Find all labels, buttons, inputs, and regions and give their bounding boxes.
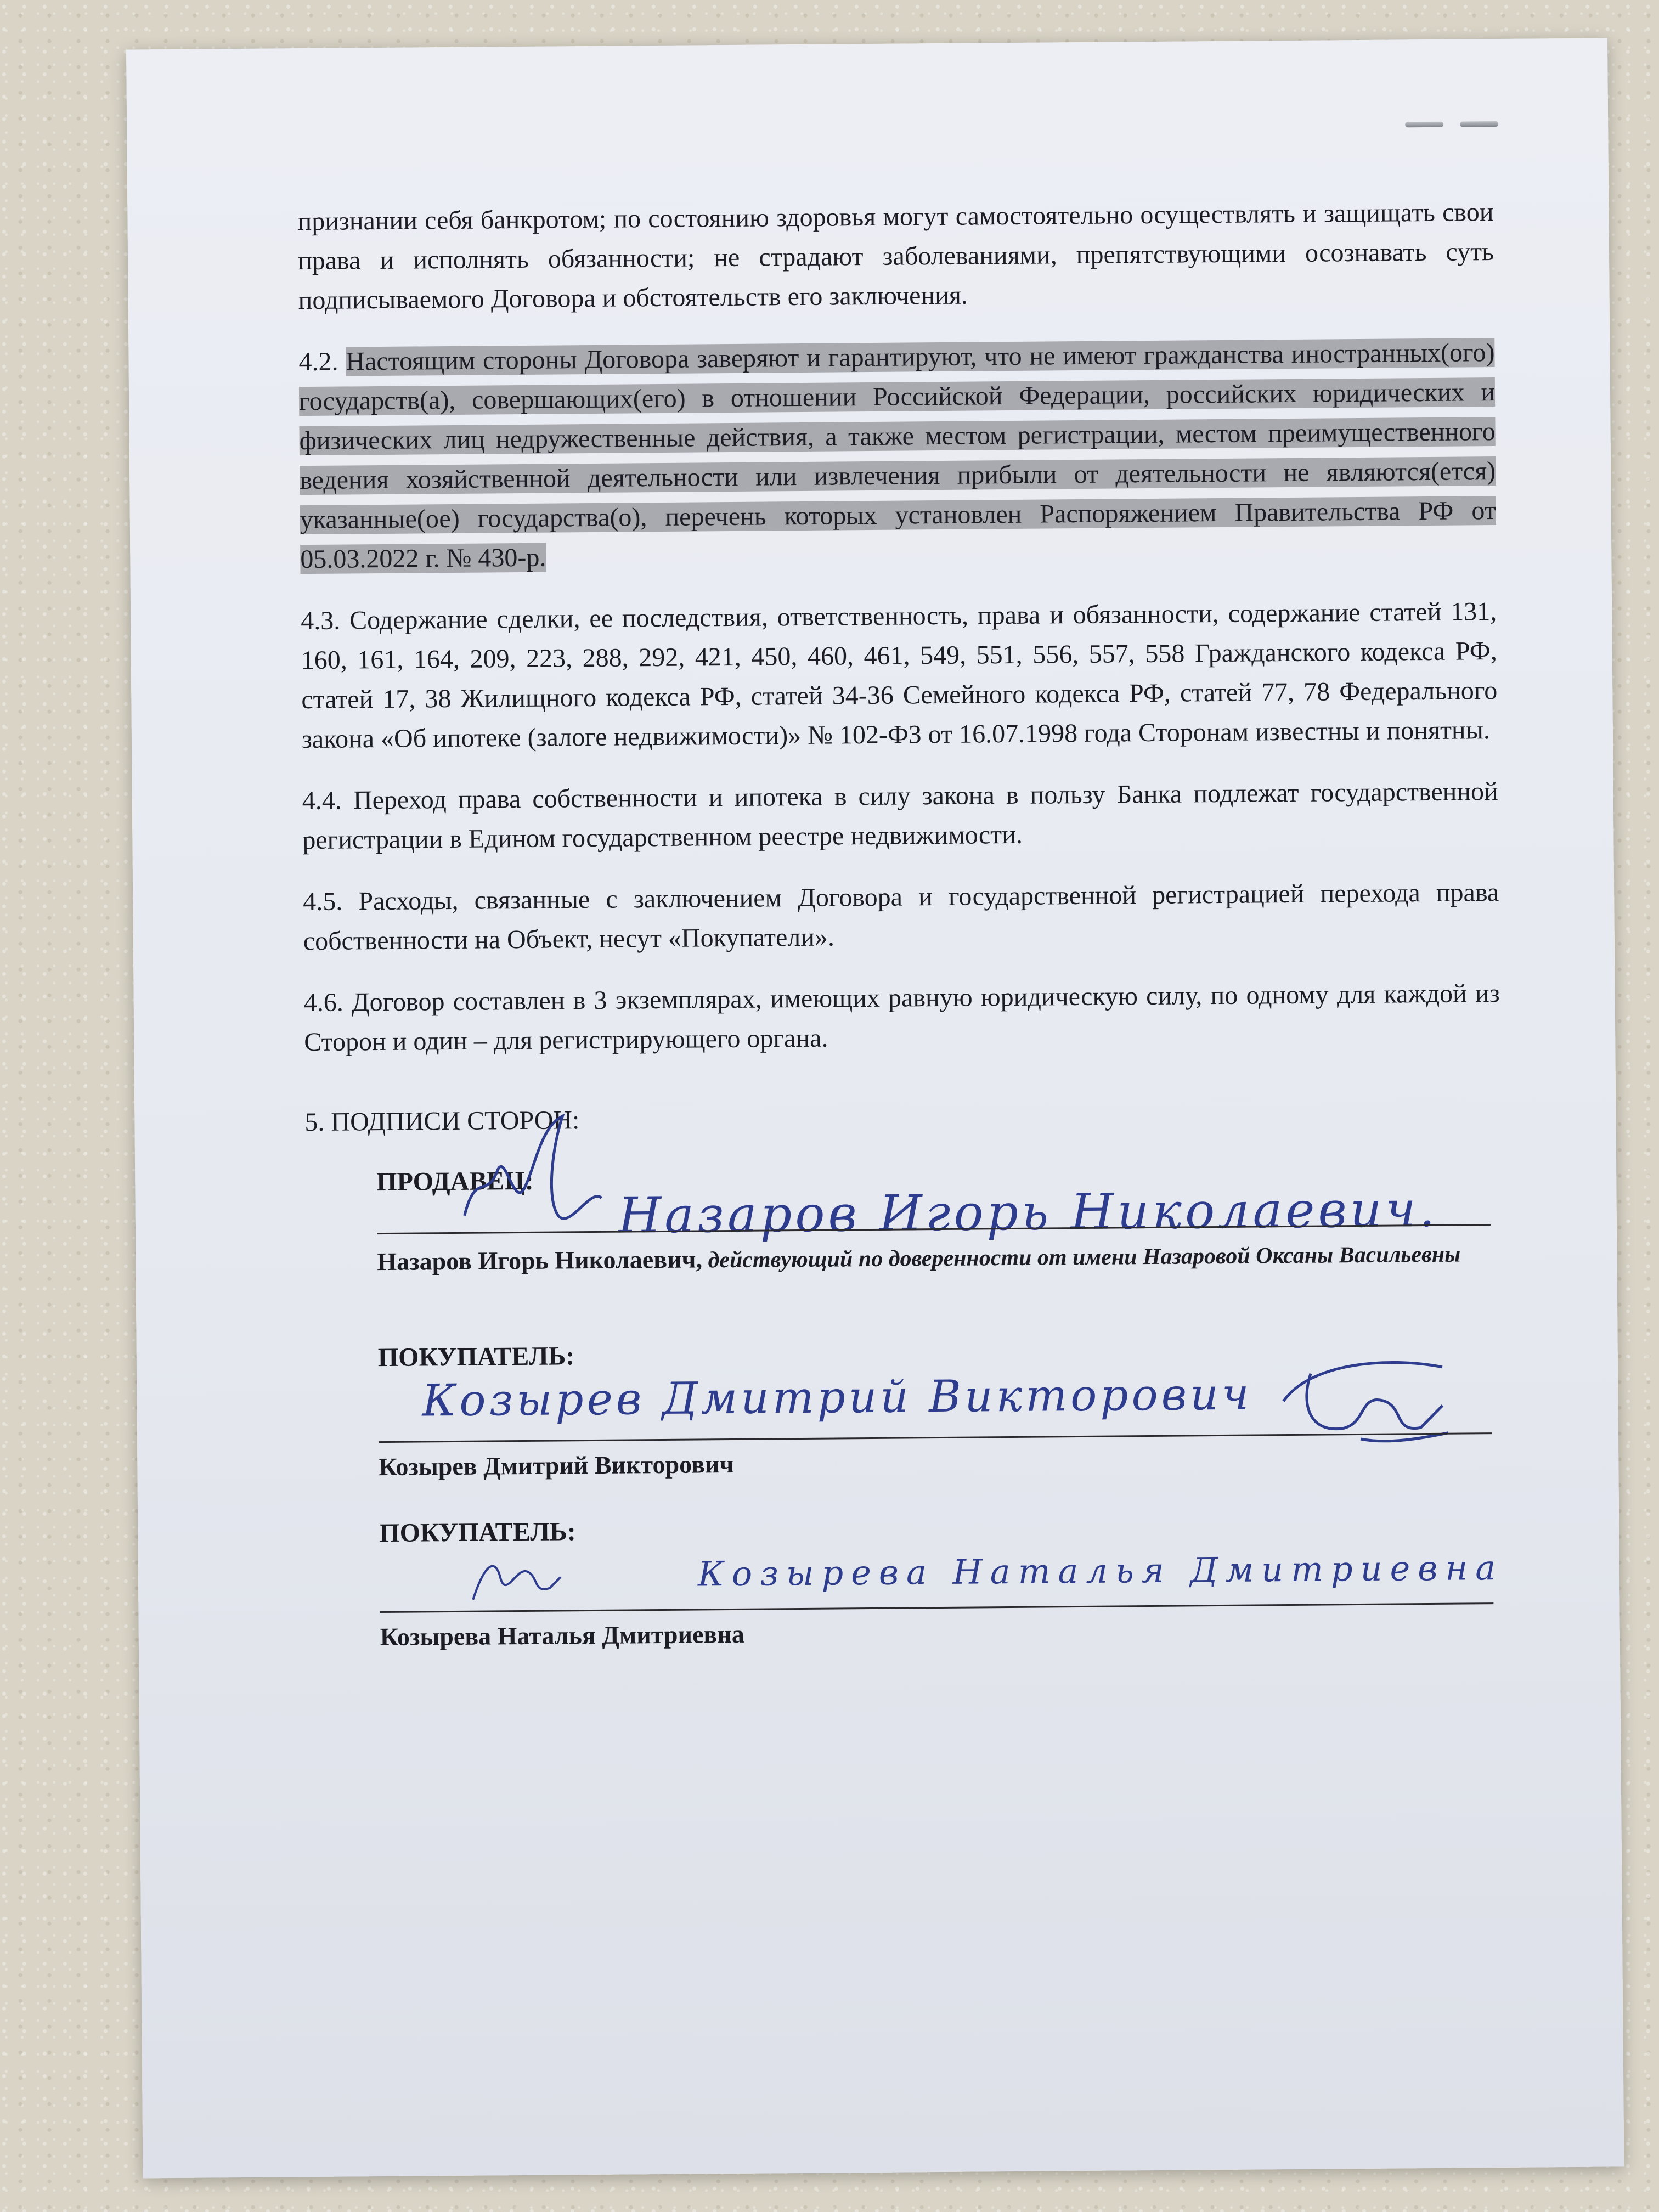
staple-left <box>1405 122 1443 128</box>
buyer2-name: Козырева Наталья Дмитриевна <box>380 1620 744 1651</box>
paragraph-4-3: 4.3. Содержание сделки, ее последствия, ответственность, права и обязанности, содержание статей 131, 160, 161, 164, 209, 223, 288, 292, 421, 450, 460, 461, 549, 551, 556, 557, 558 Гражданского кодекса РФ, статей 17, 38 Жилищного кодекса РФ, статей 34-36 Семейного кодекса РФ, статей 77, 78 Федерального закона «Об ипотеке (залоге недвижимости)» № 102-ФЗ от 16.07.1998 года Сторонам известны и понятны. <box>301 597 1498 754</box>
section-5-heading: 5. ПОДПИСИ СТОРОН: <box>304 1105 580 1137</box>
seller-signature-flourish <box>453 1105 607 1232</box>
seller-details <box>377 1235 1502 1281</box>
paragraph-4-2-highlighted: Настоящим стороны Договора заверяют и гарантируют, что не имеют гражданства иностранных(ого) государств(а), совершающих(его) в отношении Российской Федерации, российских юридических и физических лиц недружественные действия, а также местом регистрации, местом преимущественного ведения хозяйственной деятельности или извлечения прибыли от деятельности не являются(ется) указанные(ое) государства(о), перечень которых установлен Распоряжением Правительства РФ от 05.03.2022 г. № 430-р. <box>298 338 1496 574</box>
seller-role: ПРОДАВЕЦ: <box>376 1166 534 1197</box>
buyer1-role: ПОКУПАТЕЛЬ: <box>377 1341 575 1373</box>
paragraph-intro: признании себя банкротом; по состоянию здоровья могут самостоятельно осуществлять и защищать свои права и исполнять обязанности; не страдают заболеваниями, препятствующими осознавать суть подписываемого Договора и обстоятельств его заключения. <box>297 198 1494 315</box>
seller-proxy-note: действующий по доверенности от имени Назаровой Оксаны Васильевны <box>708 1242 1461 1273</box>
buyer1-details <box>379 1443 1503 1481</box>
paper-sheet <box>126 38 1624 2178</box>
buyer2-handwritten-name: Козырева Наталья Дмитриевна <box>697 1547 1504 1594</box>
paragraph-4-4: 4.4. Переход права собственности и ипотека в силу закона в пользу Банка подлежат государственной регистрации в Едином государственном реестре недвижимости. <box>302 777 1498 855</box>
buyer2-block <box>379 1509 1504 1548</box>
document-body <box>297 193 1500 1062</box>
paragraph-4-6: 4.6. Договор составлен в 3 экземплярах, имеющих равную юридическую силу, по одному для каждой из Сторон и один – для регистрирующего органа. <box>303 978 1500 1057</box>
seller-handwritten-name: Назаров Игорь Николаевич. <box>618 1180 1438 1245</box>
buyer1-handwritten-name: Козырев Дмитрий Викторович <box>422 1368 1252 1426</box>
buyer2-details <box>380 1613 1505 1651</box>
paragraph-4-2-number: 4.2. <box>298 347 338 377</box>
buyer2-role: ПОКУПАТЕЛЬ: <box>379 1517 576 1548</box>
staple-right <box>1460 121 1498 127</box>
paragraph-4-5: 4.5. Расходы, связанные с заключением Договора и государственной регистрацией перехода права собственности на Объект, несут «Покупатели». <box>303 877 1499 956</box>
paragraph-4-2 <box>298 333 1496 579</box>
seller-name: Назаров Игорь Николаевич, <box>377 1245 703 1276</box>
buyer2-signature-flourish <box>467 1544 566 1605</box>
buyer1-name: Козырев Дмитрий Викторович <box>379 1449 734 1481</box>
